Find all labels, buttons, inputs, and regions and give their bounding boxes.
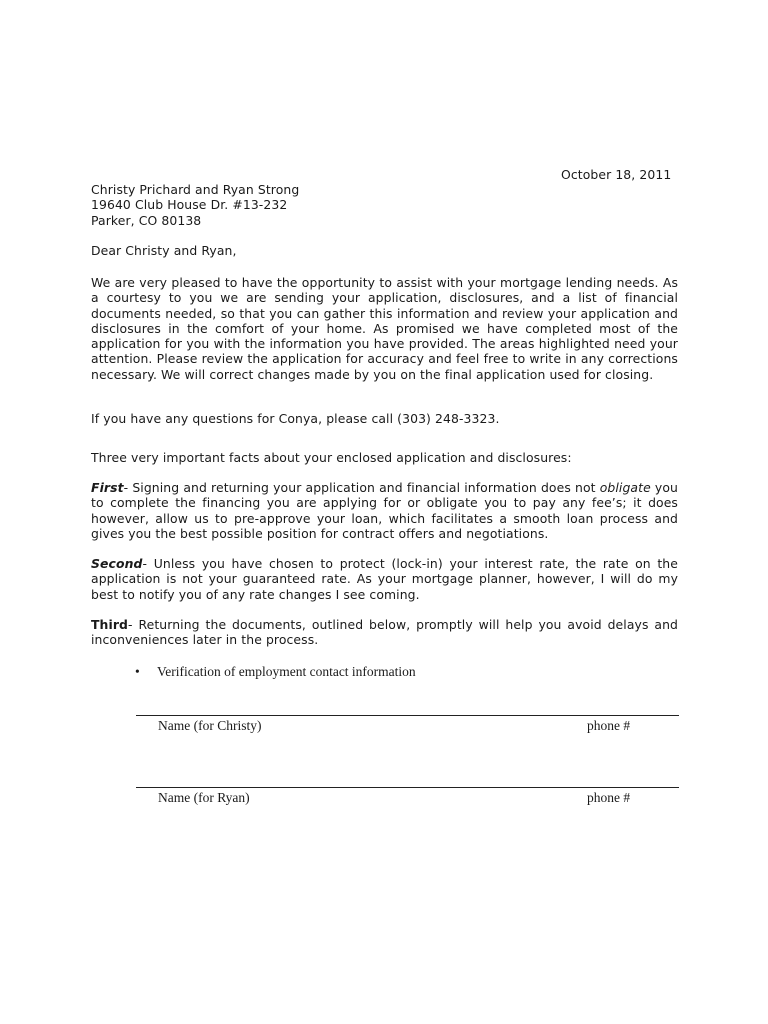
second-fact-text: - Unless you have chosen to protect (lock-in) your interest rate, the rate on the application is not your guaranteed rate. As your mortgage planner, however, I will do my best to notify you of any rate changes I see coming. — [91, 556, 678, 602]
first-fact-emphasis: obligate — [599, 480, 651, 495]
third-fact-text: - Returning the documents, outlined below, promptly will help you avoid delays and inconveniences later in the process. — [91, 617, 678, 648]
signature-line-ryan — [136, 787, 679, 788]
first-fact-text-a: - Signing and returning your application and financial information does not — [123, 480, 600, 495]
phone-label-christy: phone # — [587, 718, 631, 733]
recipient-address — [91, 182, 391, 228]
name-label-christy: Name (for Christy) — [158, 718, 262, 733]
third-fact-lead: Third — [91, 617, 129, 632]
facts-intro-paragraph: Three very important facts about your enclosed application and disclosures: — [91, 450, 572, 465]
recipient-street: 19640 Club House Dr. #13-232 — [91, 197, 288, 213]
name-label-ryan: Name (for Ryan) — [158, 790, 250, 805]
salutation: Dear Christy and Ryan, — [91, 243, 237, 258]
bullet-icon: • — [135, 664, 140, 679]
phone-label-ryan: phone # — [587, 790, 631, 805]
recipient-city-state-zip: Parker, CO 80138 — [91, 212, 202, 228]
questions-paragraph: If you have any questions for Conya, please call (303) 248-3323. — [91, 411, 500, 426]
signature-line-christy — [136, 715, 679, 716]
first-fact-lead: First — [91, 480, 124, 495]
third-fact-paragraph — [91, 617, 678, 648]
document-list-item-label: Verification of employment contact information — [157, 664, 416, 679]
recipient-names: Christy Prichard and Ryan Strong — [91, 182, 300, 197]
first-fact-text-b: you to complete the financing you are applying for or obligate you to pay any fee’s; it does however, allow us to pre-approve your loan, which facilitates a smooth loan process and gives you the best possible position for contract offers and negotiations. — [91, 480, 679, 541]
second-fact-paragraph — [91, 556, 678, 602]
document-list-item — [135, 664, 416, 680]
letter-date: October 18, 2011 — [561, 167, 672, 182]
second-fact-lead: Second — [91, 556, 143, 571]
first-fact-paragraph — [91, 480, 678, 541]
intro-paragraph: We are very pleased to have the opportunity to assist with your mortgage lending needs. As a courtesy to you we are sending your application, disclosures, and a list of financial documents needed, so that you can gather this information and review your application and disclosures in the comfort of your home. As promised we have completed most of the application for you with the information you have provided. The areas highlighted need your attention. Please review the application for accuracy and feel free to write in any corrections necessary. We will correct changes made by you on the final application used for closing. — [91, 275, 678, 382]
